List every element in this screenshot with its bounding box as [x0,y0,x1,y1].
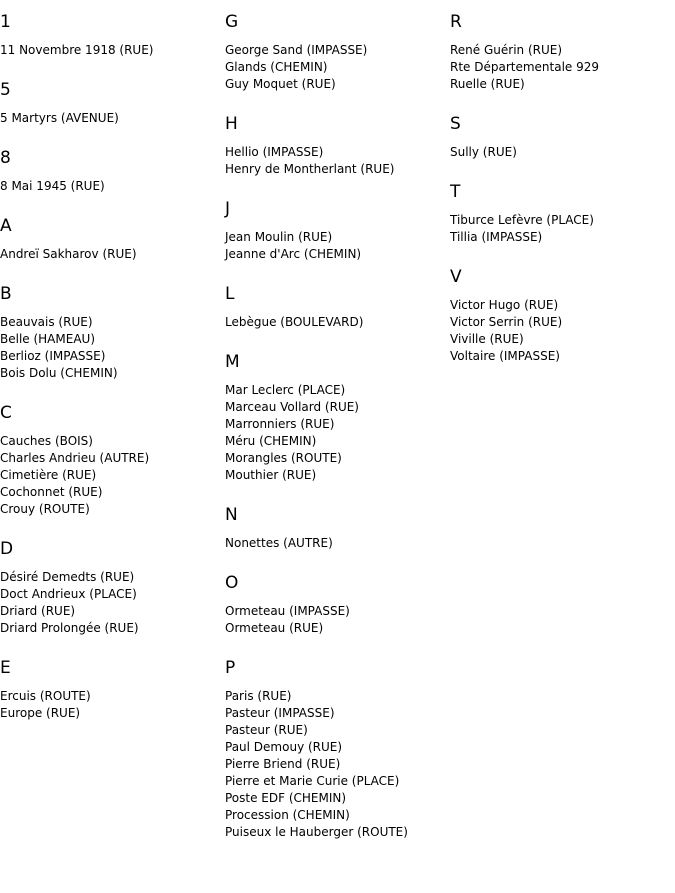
street-link[interactable]: Andreï Sakharov (RUE) [0,247,137,261]
letter-heading: M [225,352,240,372]
letter-heading: 1 [0,12,11,32]
letter-group [0,216,220,263]
street-link[interactable]: Ormeteau (RUE) [225,621,324,635]
street-link[interactable]: Belle (HAMEAU) [0,332,96,346]
street-link[interactable]: 8 Mai 1945 (RUE) [0,179,105,193]
street-link[interactable]: Tiburce Lefèvre (PLACE) [450,213,594,227]
street-link[interactable]: Mouthier (RUE) [225,468,317,482]
street-link[interactable]: Nonettes (AUTRE) [225,536,333,550]
street-link[interactable]: Victor Hugo (RUE) [450,298,559,312]
street-link[interactable]: 11 Novembre 1918 (RUE) [0,43,154,57]
street-link[interactable]: Tillia (IMPASSE) [450,230,543,244]
letter-group [225,199,445,263]
street-link[interactable]: Sully (RUE) [450,145,517,159]
letter-heading: O [225,573,239,593]
letter-heading: T [450,182,461,202]
street-link[interactable]: Driard Prolongée (RUE) [0,621,139,635]
street-link[interactable]: Viville (RUE) [450,332,524,346]
street-link[interactable]: Berlioz (IMPASSE) [0,349,106,363]
letter-group [225,114,445,178]
street-link[interactable]: Pierre et Marie Curie (PLACE) [225,774,400,788]
street-link[interactable]: Procession (CHEMIN) [225,808,350,822]
street-link[interactable]: Bois Dolu (CHEMIN) [0,366,118,380]
street-column-3 [450,12,670,386]
letter-group [0,284,220,382]
letter-group [0,80,220,127]
street-link[interactable]: Charles Andrieu (AUTRE) [0,451,150,465]
letter-heading: L [225,284,235,304]
letter-heading: H [225,114,238,134]
letter-heading: J [225,199,231,219]
letter-heading: 8 [0,148,11,168]
letter-group [0,658,220,722]
letter-heading: C [0,403,12,423]
street-link[interactable]: Pierre Briend (RUE) [225,757,341,771]
letter-group [0,403,220,518]
street-link[interactable]: Driard (RUE) [0,604,76,618]
street-link[interactable]: Cimetière (RUE) [0,468,97,482]
street-link[interactable]: Guy Moquet (RUE) [225,77,336,91]
letter-group [225,658,445,841]
street-link[interactable]: Méru (CHEMIN) [225,434,317,448]
street-link[interactable]: Ruelle (RUE) [450,77,525,91]
letter-group [450,114,670,161]
street-link[interactable]: Cauches (BOIS) [0,434,93,448]
letter-heading: S [450,114,461,134]
letter-group [225,505,445,552]
letter-group [0,148,220,195]
street-link[interactable]: Crouy (ROUTE) [0,502,90,516]
letter-heading: V [450,267,462,287]
street-link[interactable]: Pasteur (IMPASSE) [225,706,335,720]
letter-group [225,12,445,93]
letter-heading: R [450,12,462,32]
street-link[interactable]: Henry de Montherlant (RUE) [225,162,395,176]
street-link[interactable]: Doct Andrieux (PLACE) [0,587,137,601]
street-link[interactable]: Jean Moulin (RUE) [225,230,333,244]
letter-group [225,573,445,637]
street-link[interactable]: Europe (RUE) [0,706,81,720]
street-link[interactable]: Pasteur (RUE) [225,723,308,737]
street-link[interactable]: Cochonnet (RUE) [0,485,103,499]
street-link[interactable]: Marceau Vollard (RUE) [225,400,359,414]
street-link[interactable]: Mar Leclerc (PLACE) [225,383,346,397]
street-link[interactable]: Victor Serrin (RUE) [450,315,563,329]
street-link[interactable]: Voltaire (IMPASSE) [450,349,560,363]
street-column-1 [0,12,220,743]
street-link[interactable]: George Sand (IMPASSE) [225,43,368,57]
letter-group [450,267,670,365]
letter-heading: B [0,284,12,304]
street-link[interactable]: René Guérin (RUE) [450,43,563,57]
street-link[interactable]: Puiseux le Hauberger (ROUTE) [225,825,408,839]
letter-group [450,12,670,93]
street-link[interactable]: Hellio (IMPASSE) [225,145,324,159]
letter-heading: D [0,539,14,559]
letter-heading: N [225,505,238,525]
letter-group [225,352,445,484]
letter-group [0,539,220,637]
street-column-2 [225,12,445,862]
street-link[interactable]: Poste EDF (CHEMIN) [225,791,347,805]
street-link[interactable]: Glands (CHEMIN) [225,60,328,74]
street-link[interactable]: Ormeteau (IMPASSE) [225,604,350,618]
street-link[interactable]: Paul Demouy (RUE) [225,740,343,754]
street-link[interactable]: Désiré Demedts (RUE) [0,570,135,584]
letter-group [450,182,670,246]
letter-group [225,284,445,331]
street-link[interactable]: Morangles (ROUTE) [225,451,342,465]
letter-heading: 5 [0,80,11,100]
street-link[interactable]: Rte Départementale 929 [450,60,600,74]
letter-heading: G [225,12,239,32]
letter-heading: A [0,216,12,236]
letter-heading: E [0,658,11,678]
letter-group [0,12,220,59]
street-link[interactable]: Jeanne d'Arc (CHEMIN) [225,247,362,261]
street-link[interactable]: 5 Martyrs (AVENUE) [0,111,119,125]
street-link[interactable]: Ercuis (ROUTE) [0,689,91,703]
street-link[interactable]: Lebègue (BOULEVARD) [225,315,364,329]
street-link[interactable]: Paris (RUE) [225,689,292,703]
street-link[interactable]: Marronniers (RUE) [225,417,335,431]
letter-heading: P [225,658,236,678]
street-link[interactable]: Beauvais (RUE) [0,315,93,329]
